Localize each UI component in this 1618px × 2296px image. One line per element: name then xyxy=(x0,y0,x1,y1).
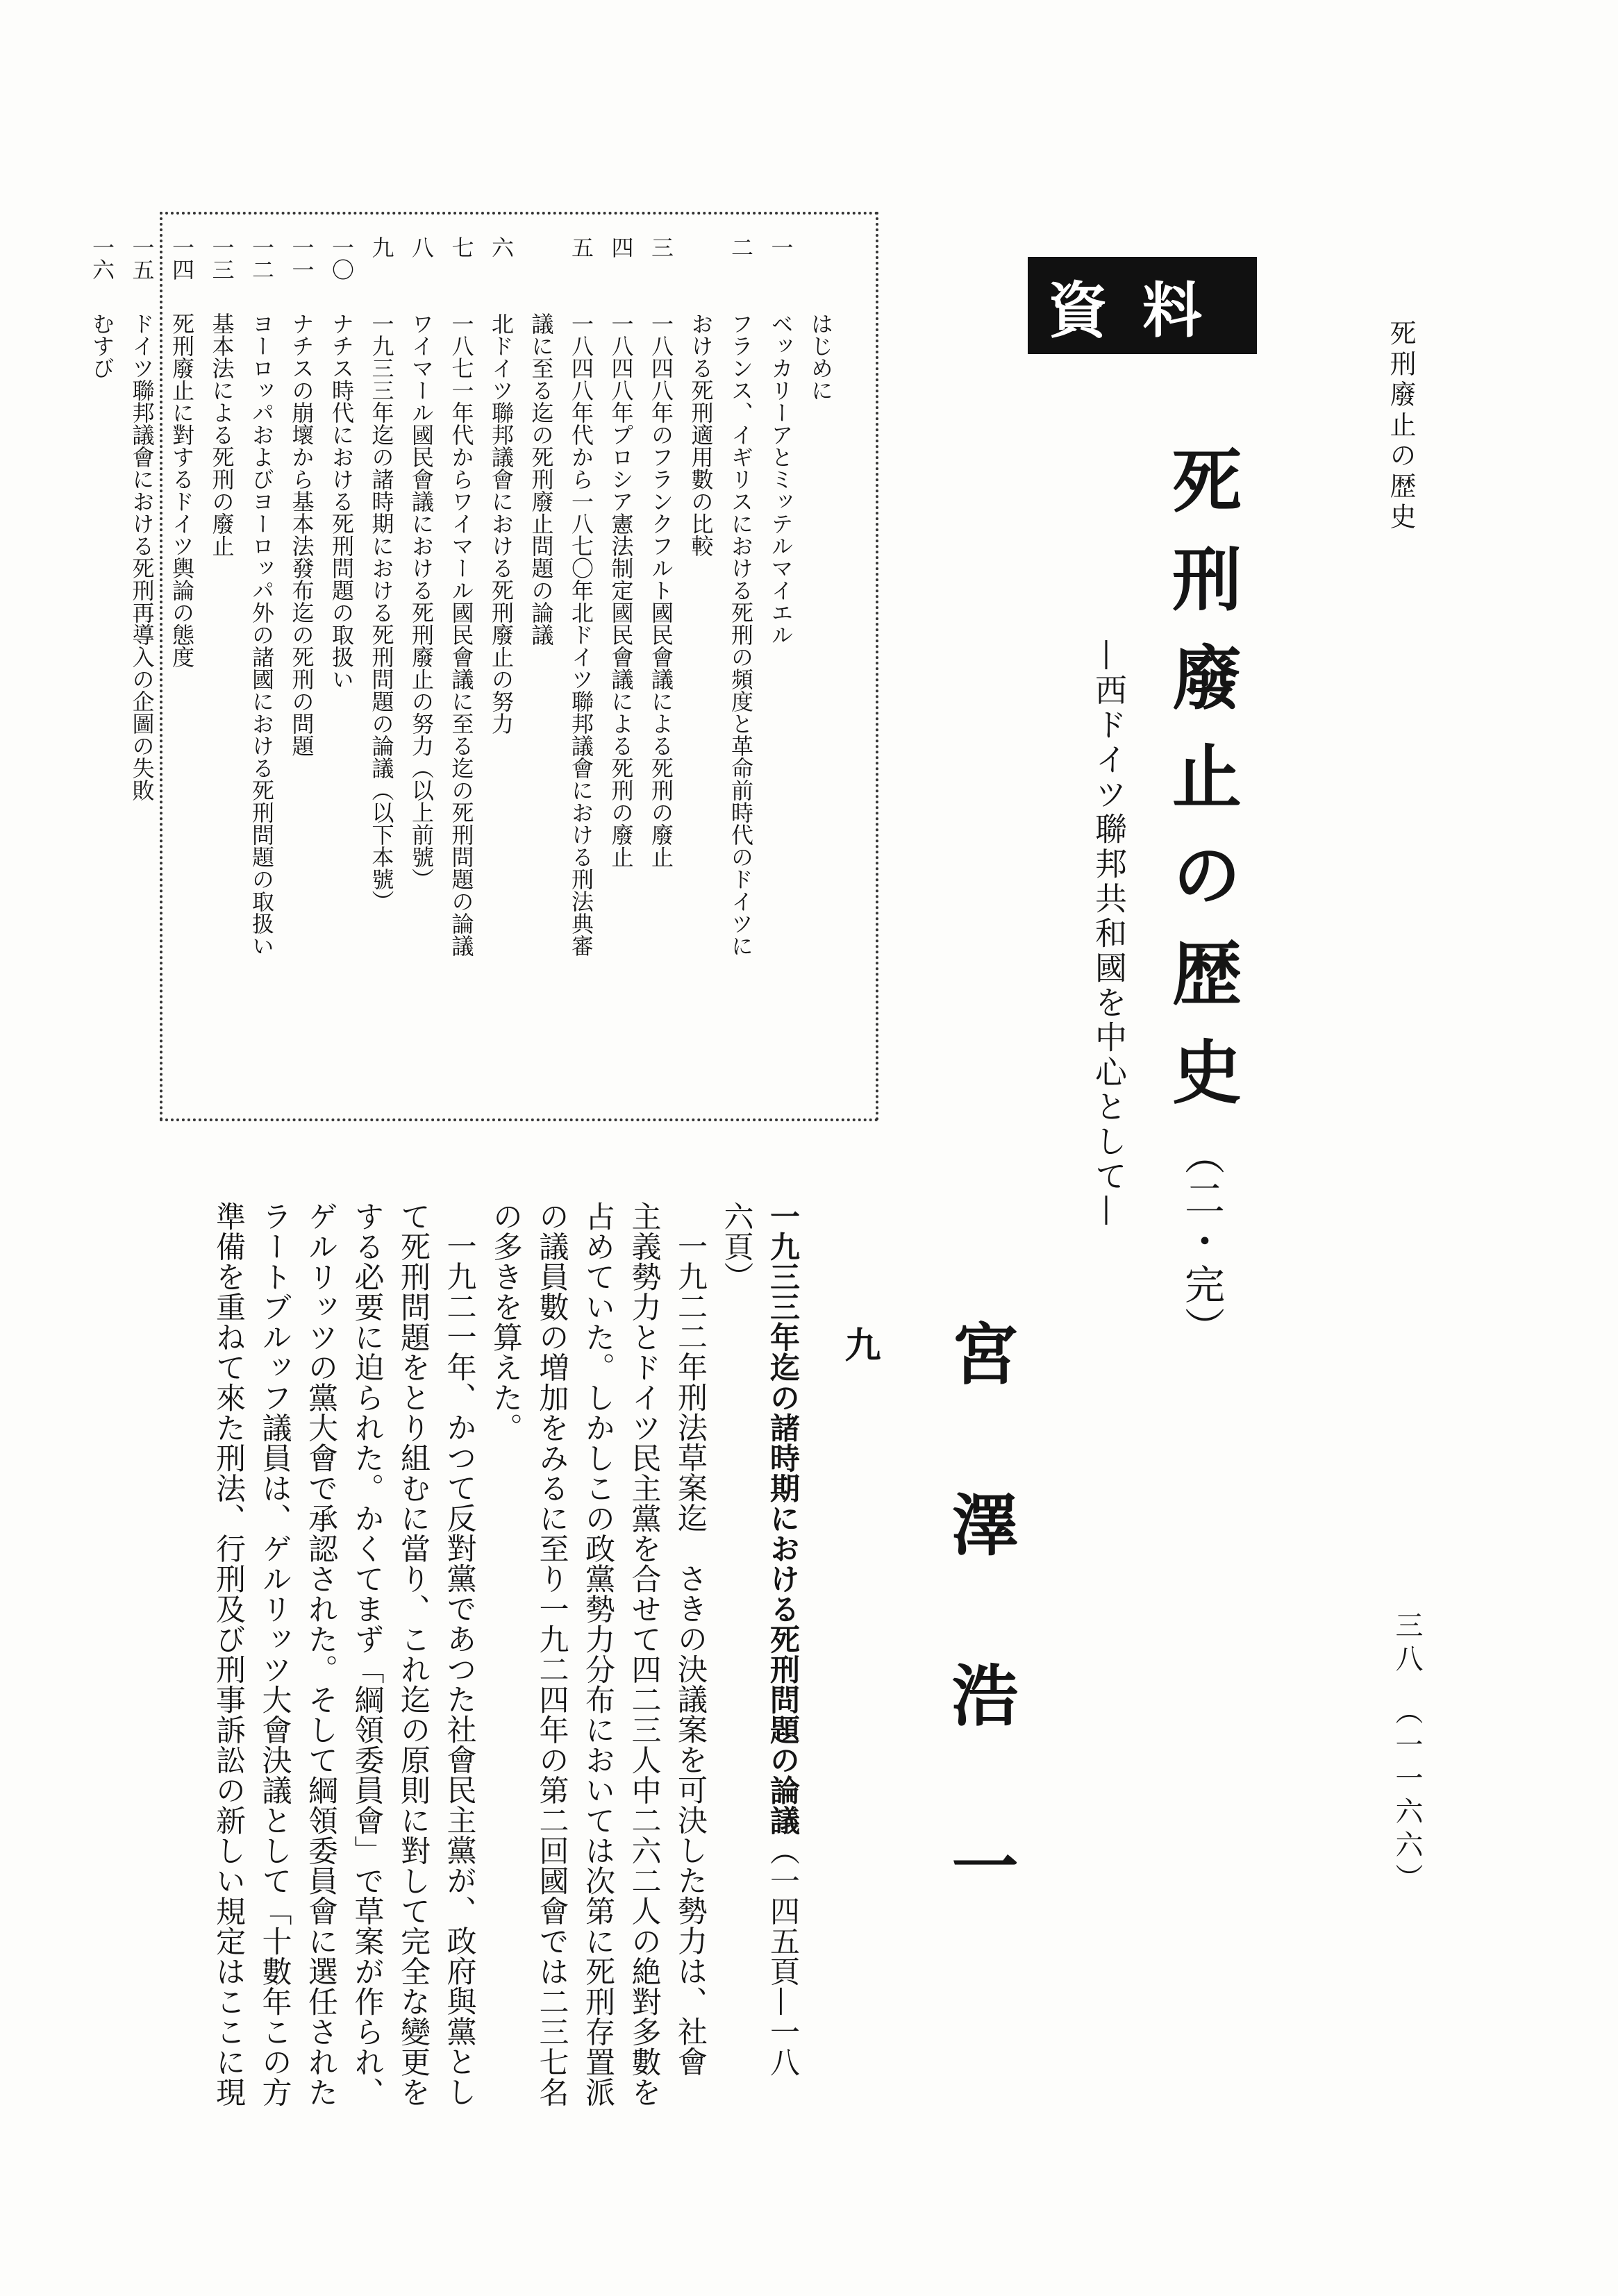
toc-entry xyxy=(561,236,601,1097)
section-body xyxy=(167,1201,806,2145)
toc-entry-text: 一八四八年のフランクフルト國民會議による死刑の廢止 xyxy=(648,312,674,868)
toc-entry-number: 一 xyxy=(767,236,794,258)
toc-entry-text: 議に至る迄の死刑廢止問題の論議 xyxy=(528,312,555,646)
toc-entry-text: 一八四八年プロシア憲法制定國民會議による死刑の廢止 xyxy=(608,312,635,868)
toc-entry xyxy=(721,236,761,1097)
section-badge xyxy=(1028,257,1257,354)
toc-entry-number: 一三 xyxy=(208,236,235,280)
toc-entry xyxy=(481,236,522,1097)
badge-label: 資料 xyxy=(1048,276,1237,346)
toc-entry-text: 死刑廢止に對するドイツ輿論の態度 xyxy=(169,312,195,668)
body-line xyxy=(436,1201,483,2145)
title-part: （二・完） xyxy=(1178,1134,1225,1350)
toc-entry xyxy=(441,236,481,1097)
body-line: 主義勢力とドイツ民主黨を合せて四二三人中二六二人の絶對多數を xyxy=(626,1201,662,2107)
toc-entry xyxy=(361,236,401,1097)
body-line: ゲルリッツの黨大會で承認された。そして綱領委員會に選任された xyxy=(303,1201,338,2107)
toc-entry-text: フランス、イギリスにおける死刑の頻度と革命前時代のドイツに xyxy=(728,312,754,957)
toc-entry-number: 九 xyxy=(368,236,395,258)
toc-entry-number: 二 xyxy=(728,236,754,258)
toc-entry-number: 一六 xyxy=(89,236,115,280)
toc-entry xyxy=(242,236,282,1097)
toc-entry-text: むすび xyxy=(89,312,115,379)
section-heading-range: （一四五頁—一八 xyxy=(765,1835,800,2077)
toc-entry-number: 八 xyxy=(408,236,435,258)
toc-entry-text: ナチス時代における死刑問題の取扱い xyxy=(328,312,355,690)
toc-entry-continued xyxy=(521,236,561,1097)
toc-entry xyxy=(641,236,681,1097)
toc-entry-number: 四 xyxy=(608,236,635,258)
body-line: する必要に迫られた。かくてまず「綱領委員會」で草案が作られ、 xyxy=(349,1201,385,2107)
body-line: 準備を重ねて來た刑法、行刑及び刑事訴訟の新しい規定はここに現 xyxy=(211,1201,246,2107)
toc-entry-text: ドイツ聯邦議會における死刑再導入の企圖の失敗 xyxy=(128,312,156,801)
toc-entry-text: ヨーロッパおよびヨーロッパ外の諸國における死刑問題の取扱い xyxy=(249,312,275,957)
toc-entry-number: 一四 xyxy=(169,236,195,280)
toc-entry-text: ワイマール國民會議における死刑廢止の努力（以上前號） xyxy=(408,312,435,890)
toc-entry-continued xyxy=(681,236,721,1097)
title-text: 死刑廢止の歴史 xyxy=(1160,444,1242,1134)
toc-entry-number: 一五 xyxy=(128,236,156,280)
body-line-text: 一九二一年、かつて反對黨であつた社會民主黨が、政府與黨とし xyxy=(442,1231,477,2107)
toc-entry-text: 基本法による死刑の廢止 xyxy=(208,312,235,557)
body-line-text: 一九二二年刑法草案迄 さきの決議案を可決した勢力は、社會 xyxy=(673,1231,708,2077)
body-line xyxy=(667,1201,714,2145)
toc-entry-number: 一二 xyxy=(249,236,275,280)
toc-entry xyxy=(760,236,801,1097)
page-folio: 三八 （一一六六） xyxy=(1391,1611,1423,1897)
toc-entry-text: おける死刑適用數の比較 xyxy=(687,312,715,557)
toc-entry-text: はじめに xyxy=(808,312,834,401)
toc-entry-number: 五 xyxy=(568,236,594,258)
toc-entry-text: 一八七一年代からワイマール國民會議に至る迄の死刑問題の論議 xyxy=(448,312,475,957)
toc-entry xyxy=(122,236,162,1097)
toc-entry xyxy=(281,236,322,1097)
body-line: ラートブルッフ議員は、ゲルリッツ大會決議として「十數年この方 xyxy=(257,1201,292,2107)
body-line: 占めていた。しかしこの政黨勢力分布においては次第に死刑存置派 xyxy=(581,1201,615,2107)
toc-entry xyxy=(201,236,242,1097)
toc-entry-number: 三 xyxy=(648,236,674,258)
toc-entry-number: 一一 xyxy=(288,236,315,280)
toc-entry-number: 七 xyxy=(448,236,475,258)
article-title xyxy=(1153,444,1250,1350)
section-heading: 一九三三年迄の諸時期における死刑問題の論議 xyxy=(765,1201,800,1836)
table-of-contents xyxy=(89,236,840,1097)
section-number: 九 xyxy=(838,1326,881,1362)
toc-entry xyxy=(601,236,641,1097)
running-head: 死刑廢止の歴史 xyxy=(1385,319,1416,533)
toc-entry-text: 一八四八年代から一八七〇年北ドイツ聯邦議會における刑法典審 xyxy=(568,312,594,957)
article-subtitle: —西ドイツ聯邦共和國を中心として— xyxy=(1090,639,1128,1229)
toc-entry-text: ベッカリーアとミッテルマイエル xyxy=(767,312,794,646)
toc-entry-number: 一〇 xyxy=(328,236,355,280)
toc-entry-number: 六 xyxy=(488,236,515,258)
section-heading-line xyxy=(760,1201,806,2145)
author-name: 宮澤浩一 xyxy=(941,1319,1019,2002)
body-line: の議員數の増加をみるに至り一九二四年の第二回國會では二三七名 xyxy=(534,1201,569,2107)
toc-entry-text: ナチスの崩壞から基本法發布迄の死刑の問題 xyxy=(288,312,315,757)
toc-entry xyxy=(162,236,202,1097)
toc-entry xyxy=(401,236,442,1097)
toc-entry-text: 一九三三年迄の諸時期における死刑問題の論議（以下本號） xyxy=(368,312,395,912)
toc-entry xyxy=(801,236,841,1097)
toc-entry xyxy=(82,236,122,1097)
section-heading-line-2: 六頁） xyxy=(719,1201,754,1292)
body-line: の多きを算えた。 xyxy=(488,1201,523,1443)
toc-entry-text: 北ドイツ聯邦議會における死刑廢止の努力 xyxy=(488,312,515,735)
toc-entry xyxy=(322,236,362,1097)
body-line: て死刑問題をとり組むに當り、これ迄の原則に對して完全な變更を xyxy=(396,1201,431,2107)
